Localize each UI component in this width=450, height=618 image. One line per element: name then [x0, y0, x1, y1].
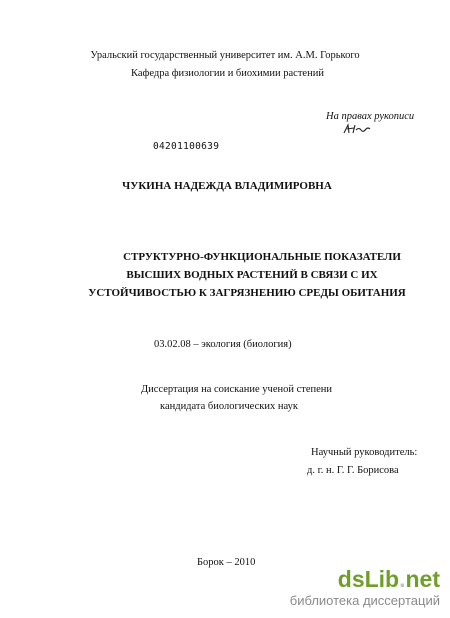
- title-line: ВЫСШИХ ВОДНЫХ РАСТЕНИЙ В СВЯЗИ С ИХ: [126, 269, 378, 281]
- signature-mark: [342, 122, 372, 136]
- site-watermark: [290, 567, 440, 608]
- title-line: СТРУКТУРНО-ФУНКЦИОНАЛЬНЫЕ ПОКАЗАТЕЛИ: [123, 251, 401, 263]
- degree-line-2: кандидата биологических наук: [160, 401, 298, 412]
- logo-dot: .: [399, 566, 406, 592]
- degree-line-1: Диссертация на соискание ученой степени: [141, 384, 333, 395]
- registration-code: 04201100639: [153, 141, 220, 152]
- supervisor-label: Научный руководитель:: [311, 447, 418, 458]
- watermark-logo: [290, 567, 440, 591]
- watermark-subtitle: библиотека диссертаций: [289, 593, 440, 608]
- supervisor-name: д. г. н. Г. Г. Борисова: [307, 465, 399, 476]
- title-line: УСТОЙЧИВОСТЬЮ К ЗАГРЯЗНЕНИЮ СРЕДЫ ОБИТАНИЯ: [88, 287, 406, 299]
- dissertation-title: [62, 248, 432, 302]
- logo-main: dsLib: [337, 566, 400, 592]
- university-name: Уральский государственный университет им. А.М. Горького: [90, 50, 360, 61]
- rights-note: На правах рукописи: [326, 111, 415, 122]
- author-name: ЧУКИНА НАДЕЖДА ВЛАДИМИРОВНА: [122, 180, 332, 192]
- specialty-code: 03.02.08 – экология (биология): [154, 339, 292, 350]
- logo-tld: net: [405, 566, 440, 592]
- place-year: Борок – 2010: [197, 557, 256, 568]
- department-name: Кафедра физиологии и биохимии растений: [131, 68, 324, 79]
